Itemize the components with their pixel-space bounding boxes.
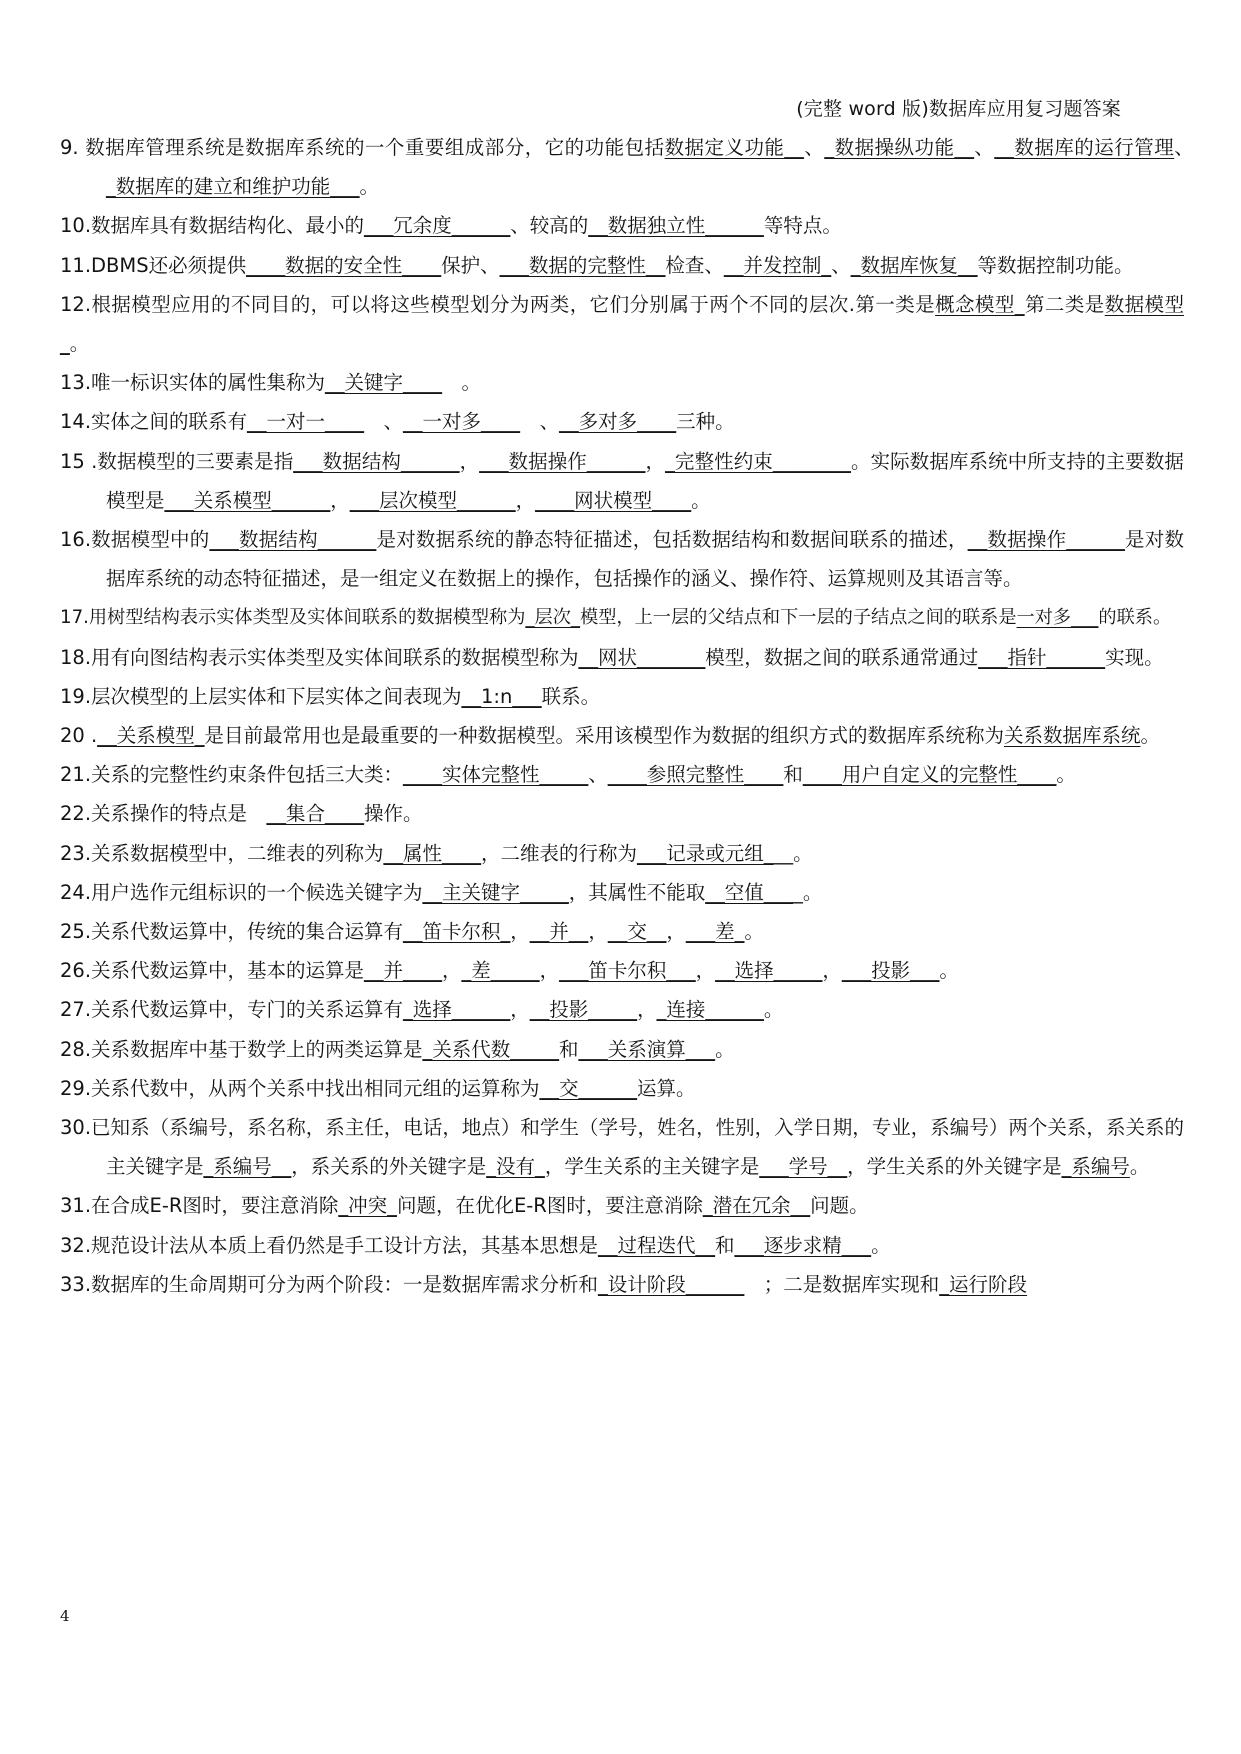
question-item (60, 128, 1223, 206)
answer-blank: __网状_______ (578, 645, 706, 669)
answer-blank: _系编号 (1061, 1155, 1130, 1179)
question-item (60, 520, 1184, 598)
question-text: 16.数据模型中的 (60, 528, 210, 552)
question-text: 24.用户选作元组标识的一个候选关键字为 (60, 880, 423, 904)
question-text: 操作。 (364, 802, 423, 826)
question-text: 9. 数据库管理系统是数据库系统的一个重要组成部分，它的功能包括 (60, 136, 665, 159)
question-text: ， (459, 449, 480, 473)
question-text: 33.数据库的生命周期可分为两个阶段：一是数据库需求分析和 (60, 1272, 599, 1296)
question-text: 、 (803, 136, 825, 159)
question-item (60, 1265, 1184, 1304)
answer-blank: ___关系演算___ (578, 1037, 716, 1061)
question-text: 30.已知系（系编号，系名称，系主任，电话，地点）和学生（学号，姓名，性别，入学日期，专业，系编号）两个关系，系关系的主关键字是 (60, 1116, 1184, 1179)
answer-blank: 数据定义功能__ (664, 136, 804, 159)
answer-blank: _数据库恢复__ (850, 253, 978, 277)
answer-blank: __关键字____ (325, 371, 443, 395)
question-text: 21.关系的完整性约束条件包括三大类： (60, 763, 404, 787)
question-item (60, 363, 1184, 402)
question-text: 22.关系操作的特点是 (60, 802, 267, 826)
question-item (60, 206, 1184, 245)
question-text: ，系关系的外关键字是 (291, 1155, 487, 1179)
answer-blank: ___学号__ (759, 1155, 848, 1179)
question-item (60, 1108, 1184, 1186)
answer-blank: 概念模型_ (935, 292, 1025, 316)
question-item (60, 794, 1184, 833)
answer-blank: _设计阶段______ (598, 1272, 745, 1296)
question-text: ， (442, 959, 462, 983)
question-item (60, 1069, 1184, 1108)
question-text: 25.关系代数运算中，传统的集合运算有 (60, 920, 404, 944)
question-text: 、较高的 (510, 214, 589, 238)
question-text: 、 (520, 410, 560, 434)
question-text: 。 (715, 1037, 735, 1061)
question-item (60, 246, 1184, 285)
answer-blank: __一对多____ (403, 410, 521, 434)
question-text: 和 (559, 1037, 579, 1061)
question-item (60, 1186, 1184, 1225)
question-text: 和 (715, 1233, 735, 1257)
answer-blank: __投影_____ (529, 998, 638, 1022)
question-item (60, 755, 1184, 794)
answer-blank: __关系模型_ (97, 724, 205, 748)
question-text: 17.用树型结构表示实体类型及实体间联系的数据模型称为 (60, 607, 526, 629)
question-text: 。 (691, 488, 711, 512)
question-text: 18.用有向图结构表示实体类型及实体间联系的数据模型称为 (60, 645, 579, 669)
question-text: _。 (793, 880, 823, 904)
question-text: 。 (763, 998, 784, 1022)
question-text: 19.层次模型的上层实体和下层实体之间表现为 (60, 684, 462, 708)
question-text: 是目前最常用也是最重要的一种数据模型。采用该模型作为数据的组织方式的数据库系统称为 (204, 724, 1004, 748)
answer-blank: ____数据的安全性____ (246, 253, 442, 277)
question-text: ， (695, 959, 716, 983)
question-text: 27.关系代数运算中，专门的关系运算有 (60, 998, 404, 1022)
question-text: ，学生关系的主关键字是 (544, 1155, 760, 1179)
question-text: 。 (442, 371, 482, 395)
question-item (60, 677, 1184, 716)
question-text: 10.数据库具有数据结构化、最小的 (60, 214, 365, 238)
question-text: 和 (783, 763, 803, 787)
answer-blank: ___记录或元组_ (637, 841, 774, 865)
question-text: ；二是数据库实现和 (744, 1272, 940, 1296)
answer-blank: __并__ (529, 920, 589, 944)
question-text: ，学生关系的外关键字是 (847, 1155, 1062, 1179)
question-text: 。 (1129, 1155, 1150, 1179)
question-text: 。实际数据库系统中所支持的主要数据模型是 (106, 449, 1184, 512)
question-text: 模型，上一层的父结点和下一层的子结点之间的联系是 (580, 607, 1017, 629)
answer-blank: ___数据结构______ (293, 449, 460, 473)
answer-blank: ___指针______ (978, 645, 1106, 669)
answer-blank: __集合____ (266, 802, 365, 826)
answer-blank: __属性____ (383, 841, 482, 865)
answer-blank: _冲突_ (338, 1194, 397, 1218)
question-text: 检查、 (665, 253, 724, 277)
question-text: 28.关系数据库中基于数学上的两类运算是 (60, 1037, 423, 1061)
answer-blank: _潜在冗余__ (702, 1194, 811, 1218)
question-text: 。 (1140, 724, 1161, 748)
question-text: ， (515, 488, 536, 512)
answer-blank: ____网状模型____ (535, 488, 692, 512)
question-text: 是对数据库系统的动态特征描述，是一组定义在数据上的操作，包括操作的涵义、操作符、运算规则及其语言等。 (106, 528, 1184, 591)
answer-blank: ____实体完整性_____ (403, 763, 589, 787)
question-text: 、 (973, 136, 995, 159)
question-item (60, 834, 1184, 873)
question-text: ， (510, 998, 530, 1022)
question-text: 、 (1174, 136, 1223, 159)
question-text: 14.实体之间的联系有 (60, 410, 248, 434)
question-text: 。 (939, 959, 959, 983)
answer-blank: __交__ (607, 920, 667, 944)
question-text: ， (645, 449, 666, 473)
question-text: ， (822, 959, 842, 983)
question-text: 13.唯一标识实体的属性集称为 (60, 371, 326, 395)
question-list (60, 128, 1223, 1304)
question-item (60, 1030, 1184, 1069)
question-text: ， (510, 920, 530, 944)
question-text: 29.关系代数中，从两个关系中找出相同元组的运算称为 (60, 1076, 540, 1100)
question-text: 11.DBMS还必须提供 (60, 253, 247, 277)
answer-blank: __数据独立性______ (588, 214, 764, 238)
answer-blank: ___冗余度______ (364, 214, 511, 238)
question-item (60, 873, 1184, 912)
answer-blank: _连接______ (656, 998, 764, 1022)
question-text: 15 .数据模型的三要素是指 (60, 449, 294, 473)
answer-blank: 一对多___ (1016, 607, 1099, 629)
answer-blank: ___数据结构______ (209, 528, 377, 552)
question-text: 、 (364, 410, 404, 434)
question-text: 、 (831, 253, 851, 277)
answer-blank: _选择______ (403, 998, 511, 1022)
question-text: 12.根据模型应用的不同目的，可以将这些模型划分为两类，它们分别属于两个不同的层次.第一类是 (60, 292, 936, 316)
question-item (60, 951, 1184, 990)
question-item (60, 1226, 1184, 1265)
answer-blank: __笛卡尔积_ (403, 920, 511, 944)
answer-blank: _差_____ (461, 959, 540, 983)
question-text: ， (588, 920, 608, 944)
answer-blank: __多对多____ (559, 410, 677, 434)
answer-blank: _数据库的建立和维护功能___ (106, 175, 360, 199)
answer-blank: _数据操纵功能__ (824, 136, 974, 159)
question-text: 问题。 (810, 1194, 869, 1218)
question-text: 23.关系数据模型中，二维表的列称为 (60, 841, 384, 865)
answer-blank: __空值___ (705, 880, 794, 904)
answer-blank: __选择_____ (715, 959, 823, 983)
question-text: ， (637, 998, 657, 1022)
question-text: ，其属性不能取 (568, 880, 706, 904)
question-text: 。 (871, 1233, 891, 1257)
answer-blank: ___笛卡尔积___ (559, 959, 696, 983)
question-text: __。 (773, 841, 813, 865)
question-text: 等特点。 (763, 214, 842, 238)
question-text: 。 (1056, 763, 1076, 787)
question-text: 模型，数据之间的联系通常通过 (705, 645, 979, 669)
answer-blank: ___层次模型______ (349, 488, 516, 512)
question-text: ， (539, 959, 560, 983)
answer-blank: _完整性约束________ (665, 449, 851, 473)
question-item (60, 598, 1184, 637)
question-text: 第二类是 (1024, 292, 1105, 316)
answer-blank: __并____ (364, 959, 443, 983)
question-text: ，二维表的行称为 (481, 841, 638, 865)
answer-blank: ___数据操作______ (479, 449, 646, 473)
answer-blank: ____用户自定义的完整性____ (802, 763, 1057, 787)
answer-blank: _没有_ (486, 1155, 545, 1179)
answer-blank: ___数据的完整性__ (499, 253, 666, 277)
question-text: 、 (588, 763, 608, 787)
answer-blank: ___投影___ (841, 959, 940, 983)
answer-blank: _系编号__ (203, 1155, 292, 1179)
question-text: 问题，在优化E-R图时，要注意消除 (396, 1194, 703, 1218)
answer-blank: _运行阶段 (939, 1272, 1028, 1296)
answer-blank: __数据库的运行管理 (994, 136, 1175, 159)
answer-blank: __1:n___ (461, 684, 542, 708)
question-text: 的联系。 (1098, 607, 1172, 629)
question-text: 保护、 (441, 253, 500, 277)
answer-blank: __过程迭代__ (598, 1233, 716, 1257)
question-item (60, 442, 1184, 520)
question-text: 联系。 (541, 684, 601, 708)
question-text: ， (666, 920, 686, 944)
question-text: 32.规范设计法从本质上看仍然是手工设计方法，其基本思想是 (60, 1233, 599, 1257)
answer-blank: ____参照完整性____ (607, 763, 784, 787)
question-text: 等数据控制功能。 (977, 253, 1134, 277)
question-item (60, 285, 1184, 363)
question-text: 26.关系代数运算中，基本的运算是 (60, 959, 365, 983)
question-text: 。 (69, 332, 90, 356)
question-item (60, 990, 1184, 1029)
answer-blank: __数据操作______ (967, 528, 1125, 552)
page-number: 4 (60, 1607, 70, 1625)
answer-blank: _层次_ (525, 607, 581, 629)
answer-blank: 数据模型_ (60, 292, 1184, 356)
question-text: 三种。 (676, 410, 735, 434)
question-text: 。 (359, 175, 380, 199)
question-item (60, 912, 1184, 951)
question-item (60, 402, 1184, 441)
answer-blank: _关系代数_____ (422, 1037, 560, 1061)
answer-blank: __一对一____ (247, 410, 365, 434)
document-header: (完整 word 版)数据库应用复习题答案 (796, 98, 1121, 120)
question-text: 是对数据系统的静态特征描述，包括数据结构和数据间联系的描述， (376, 528, 968, 552)
question-text: 运算。 (637, 1076, 696, 1100)
question-text: 20 . (60, 724, 98, 748)
answer-blank: ___逐步求精___ (734, 1233, 872, 1257)
question-text: 。 (744, 920, 764, 944)
question-item (60, 716, 1184, 755)
answer-blank: __并发控制_ (723, 253, 832, 277)
answer-blank: 关系数据库系统 (1004, 724, 1141, 748)
answer-blank: __交______ (539, 1076, 638, 1100)
answer-blank: ___关系模型______ (164, 488, 331, 512)
question-item (60, 638, 1184, 677)
question-text: 实现。 (1105, 645, 1164, 669)
answer-blank: ___差_ (685, 920, 745, 944)
answer-blank: __主关键字_____ (422, 880, 569, 904)
question-text: ， (330, 488, 350, 512)
question-text: 31.在合成E-R图时，要注意消除 (60, 1194, 339, 1218)
